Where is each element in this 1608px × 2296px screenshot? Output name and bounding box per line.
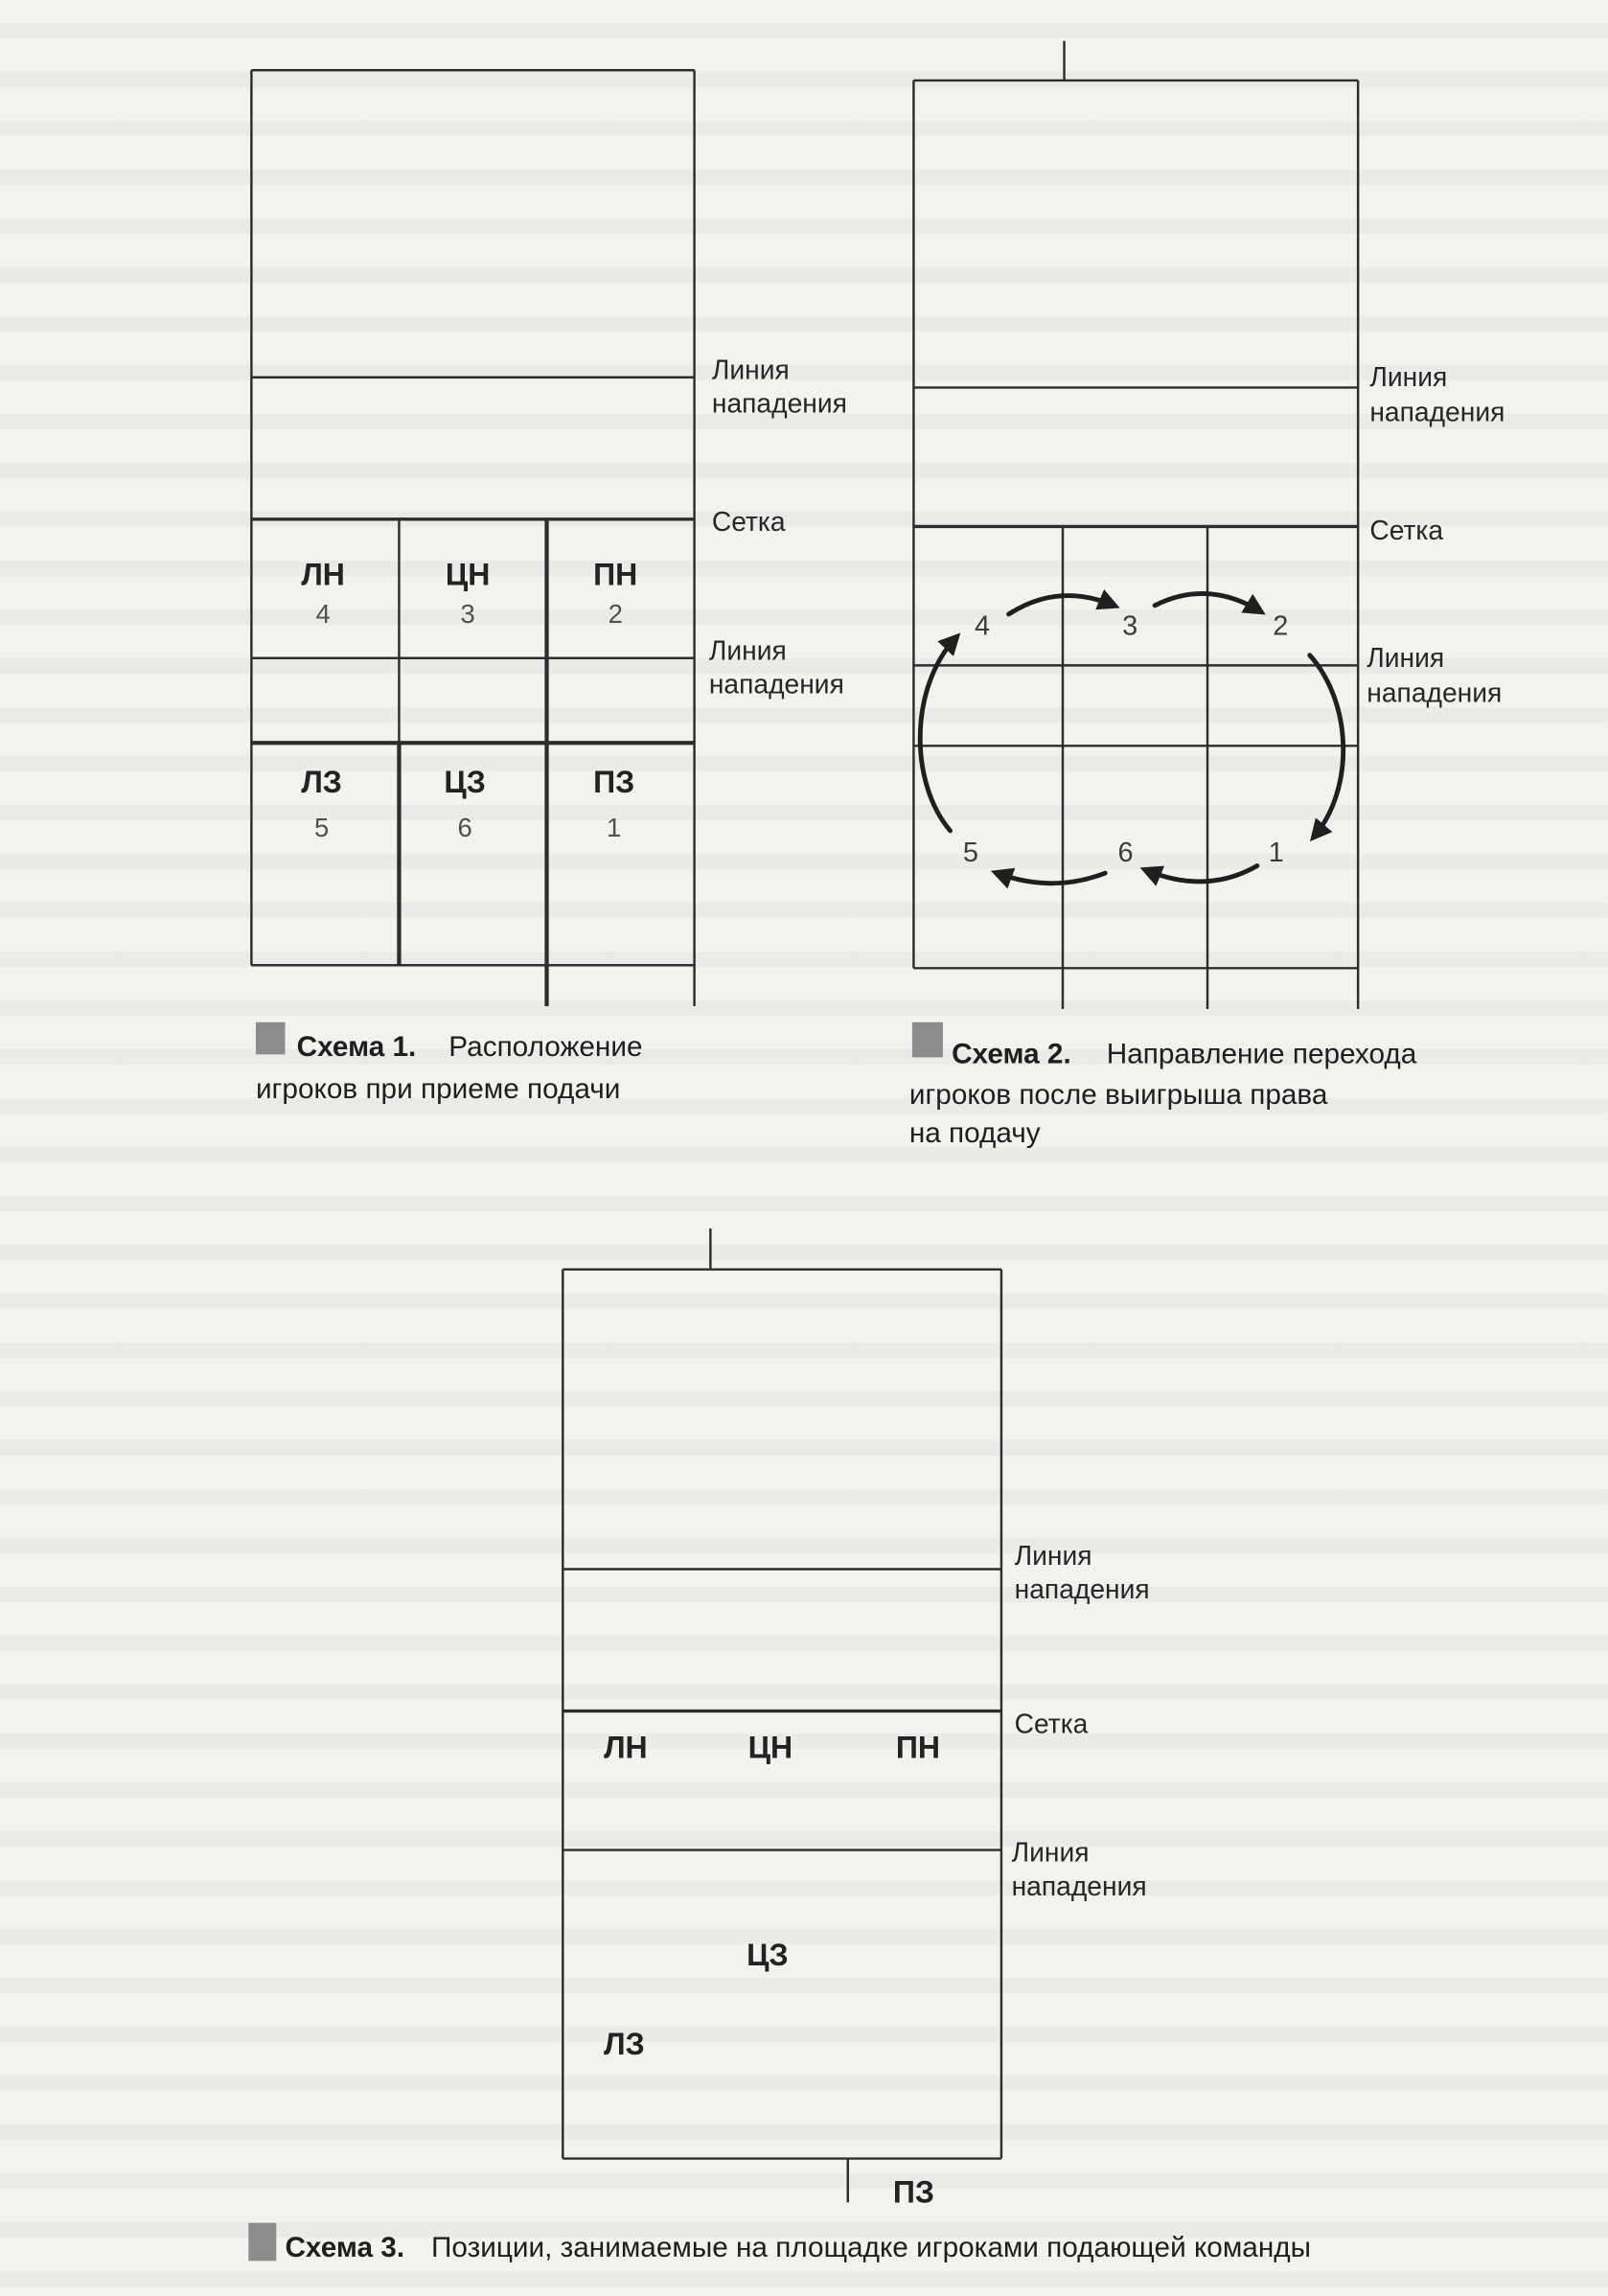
scheme-2-positions	[963, 610, 1289, 868]
scheme-1-court	[251, 70, 694, 1006]
caption-label: Схема 2.	[952, 1038, 1071, 1070]
arrow-4-to-3	[1009, 596, 1114, 614]
attack-line-lower-label-word2: нападения	[708, 668, 844, 700]
attack-line-lower-label-word2: нападения	[1011, 1870, 1147, 1901]
scheme-1-zones	[301, 557, 637, 841]
position-right-back-server: ПЗ	[892, 2174, 934, 2210]
caption-line-1	[285, 2232, 1311, 2263]
attack-line-lower-label-word1: Линия	[1367, 641, 1445, 673]
position-center-front: ЦН	[747, 1730, 793, 1765]
zone-code-center-front: ЦН	[445, 557, 491, 592]
caption-marker-square	[912, 1022, 943, 1058]
zone-number-left-back: 5	[313, 812, 330, 842]
caption-text: Направление перехода	[1106, 1038, 1417, 1070]
position-center-back: ЦЗ	[747, 1938, 789, 1973]
zone-code-right-front: ПН	[593, 557, 638, 592]
scheme-1-caption	[256, 1022, 643, 1105]
position-left-back: ЛЗ	[604, 2027, 645, 2062]
zone-number-center-front: 3	[460, 599, 475, 630]
attack-line-lower-label-word1: Линия	[1011, 1836, 1090, 1868]
caption-marker-square	[256, 1022, 286, 1055]
scheme-2-caption	[909, 1022, 1417, 1149]
net-label: Сетка	[1014, 1708, 1089, 1739]
attack-line-upper-label-word2: нападения	[711, 387, 847, 419]
scheme-3	[248, 1228, 1311, 2263]
position-number-5: 5	[962, 837, 978, 868]
caption-line-2: игроков после выигрыша права	[908, 1079, 1328, 1112]
zone-code-left-back: ЛЗ	[301, 765, 342, 800]
attack-line-upper-label-word2: нападения	[1014, 1573, 1150, 1605]
position-number-3: 3	[1122, 610, 1138, 642]
arrow-6-to-5	[997, 873, 1105, 884]
position-number-6: 6	[1117, 837, 1134, 868]
caption-line-2: игроков при приеме подачи	[255, 1073, 621, 1106]
zone-number-center-back: 6	[457, 812, 472, 842]
position-number-1: 1	[1268, 837, 1284, 868]
caption-line-1	[297, 1031, 643, 1063]
zone-code-center-back: ЦЗ	[444, 765, 486, 800]
scheme-2	[909, 41, 1505, 1149]
zone-number-right-front: 2	[608, 599, 623, 630]
caption-marker-square	[248, 2223, 276, 2262]
attack-line-upper-label-word2: нападения	[1369, 396, 1505, 427]
net-label: Сетка	[711, 505, 786, 537]
caption-line-1	[952, 1038, 1417, 1069]
attack-line-upper-label-word1: Линия	[1369, 360, 1448, 392]
attack-line-upper-label-word1: Линия	[711, 354, 790, 385]
zone-number-right-back: 1	[607, 812, 622, 842]
position-number-2: 2	[1273, 610, 1289, 642]
caption-text: Позиции, занимаемые на площадке игроками подающей команды	[431, 2231, 1311, 2263]
attack-line-lower-label-word1: Линия	[708, 634, 787, 666]
position-right-front: ПН	[895, 1730, 941, 1765]
scheme-3-caption	[248, 2223, 1311, 2263]
caption-line-3: на подачу	[908, 1116, 1041, 1149]
position-number-4: 4	[975, 610, 991, 642]
attack-line-lower-label-word2: нападения	[1367, 677, 1503, 708]
zone-code-left-front: ЛН	[301, 557, 345, 592]
caption-label: Схема 3.	[285, 2231, 405, 2263]
zone-number-left-front: 4	[315, 599, 331, 630]
scheme-2-court	[913, 41, 1358, 1009]
zone-code-right-back: ПЗ	[593, 765, 635, 800]
attack-line-upper-label-word1: Линия	[1014, 1539, 1092, 1571]
arrow-1-to-6	[1146, 865, 1257, 881]
caption-label: Схема 1.	[296, 1030, 417, 1063]
position-left-front: ЛН	[604, 1730, 648, 1765]
scheme-3-positions	[604, 1730, 940, 2209]
scheme-1	[251, 70, 847, 1105]
net-label: Сетка	[1369, 515, 1444, 546]
caption-text: Расположение	[448, 1030, 643, 1063]
